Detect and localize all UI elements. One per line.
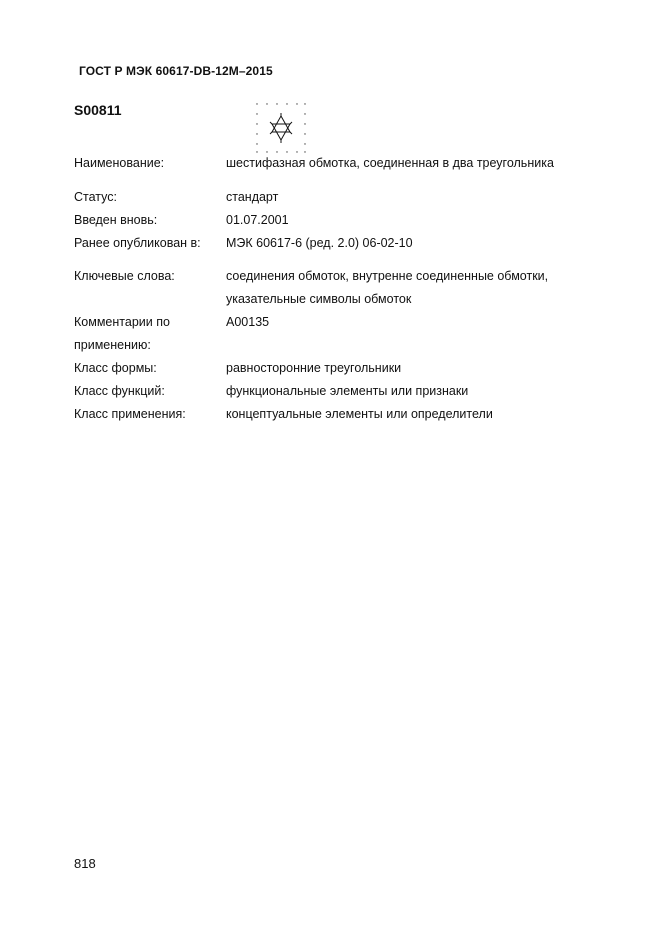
keywords-value-line1: соединения обмоток, внутренне соединенные обмотки, <box>226 269 549 283</box>
name-value: шестифазная обмотка, соединенная в два треугольника <box>226 156 554 170</box>
application-class-value: концептуальные элементы или определители <box>226 407 493 421</box>
published-label: Ранее опубликован в: <box>74 236 201 250</box>
keywords-label: Ключевые слова: <box>74 269 175 283</box>
function-class-value: функциональные элементы или признаки <box>226 384 469 398</box>
function-class-label: Класс функций: <box>74 384 165 398</box>
comments-value: A00135 <box>226 315 270 329</box>
shape-class-label: Класс формы: <box>74 361 157 375</box>
page-number: 818 <box>74 856 96 871</box>
shape-class-value: равносторонние треугольники <box>226 361 402 375</box>
status-label: Статус: <box>74 190 117 204</box>
introduced-value: 01.07.2001 <box>226 213 289 227</box>
six-phase-double-delta-winding-icon <box>255 102 307 154</box>
name-label: Наименование: <box>74 156 165 170</box>
status-value: стандарт <box>226 190 279 204</box>
published-value: МЭК 60617-6 (ред. 2.0) 06-02-10 <box>226 236 413 250</box>
comments-label-line2: применению: <box>74 338 151 352</box>
introduced-label: Введен вновь: <box>74 213 158 227</box>
comments-label-line1: Комментарии по <box>74 315 170 329</box>
document-header: ГОСТ Р МЭК 60617-DB-12M–2015 <box>79 64 273 78</box>
application-class-label: Класс применения: <box>74 407 186 421</box>
symbol-code: S00811 <box>74 102 122 118</box>
keywords-value-line2: указательные символы обмоток <box>226 292 412 306</box>
